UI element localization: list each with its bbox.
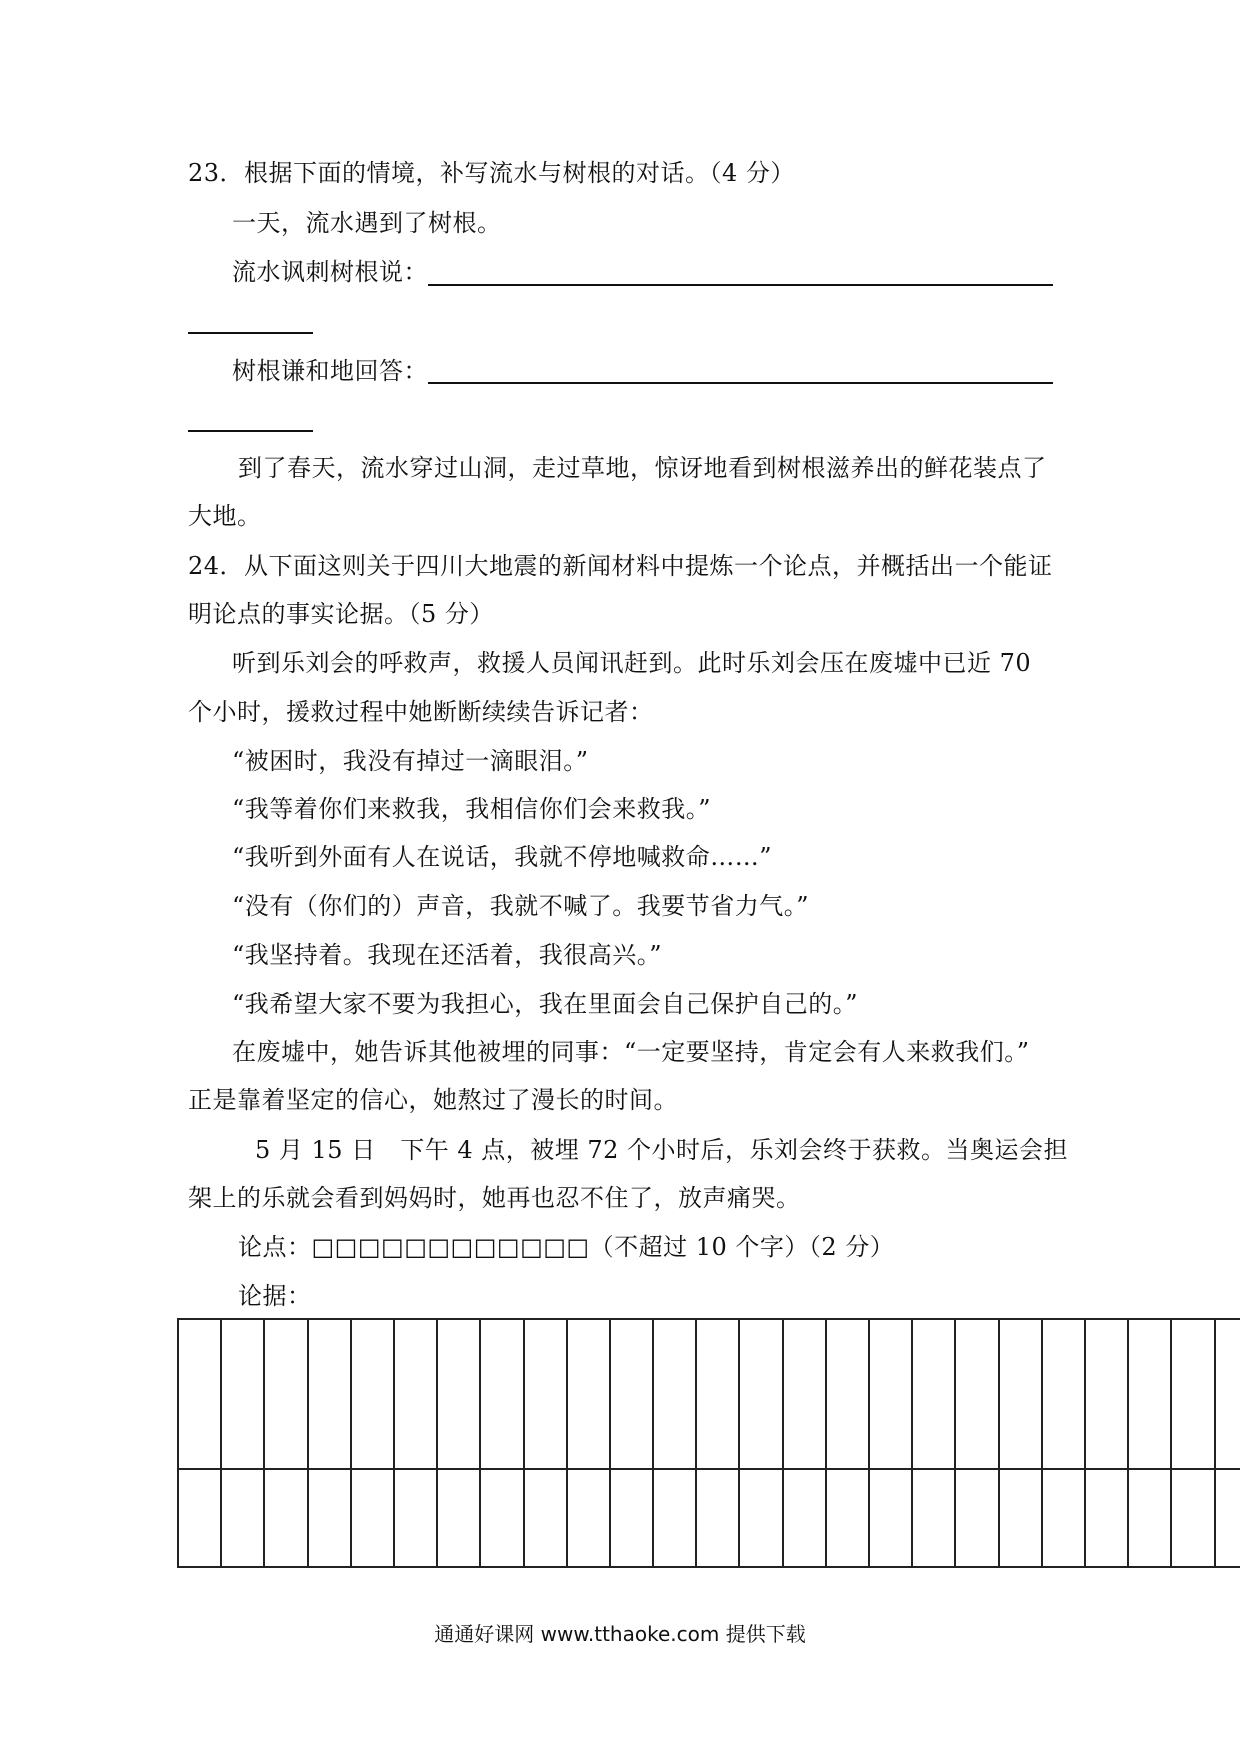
q23-water-prompt: 流水讽刺树根说： <box>232 258 428 286</box>
root-answer-line[interactable] <box>428 382 1053 384</box>
grid-cell[interactable] <box>956 1468 999 1566</box>
grid-cell[interactable] <box>525 1320 568 1468</box>
grid-cell[interactable] <box>1043 1468 1086 1566</box>
page-footer: 通通好课网 www.tthaoke.com 提供下载 <box>434 1622 806 1646</box>
grid-cell[interactable] <box>1000 1468 1043 1566</box>
quote: “我坚持着。我现在还活着，我很高兴。” <box>232 941 663 969</box>
root-answer-line-continued[interactable] <box>188 430 313 432</box>
water-answer-line[interactable] <box>428 284 1053 286</box>
q24-para1-line1: 听到乐刘会的呼救声，救援人员闻讯赶到。此时乐刘会压在废墟中已近 70 <box>232 649 1032 677</box>
water-answer-line-continued[interactable] <box>188 332 313 334</box>
q24-para3-line2: 架上的乐就会看到妈妈时，她再也忍不住了，放声痛哭。 <box>188 1184 801 1212</box>
grid-cell[interactable] <box>395 1468 438 1566</box>
grid-cell[interactable] <box>1216 1468 1240 1566</box>
grid-cell[interactable] <box>438 1468 481 1566</box>
grid-row <box>179 1468 1240 1566</box>
grid-cell[interactable] <box>1216 1320 1240 1468</box>
grid-cell[interactable] <box>956 1320 999 1468</box>
grid-cell[interactable] <box>352 1320 395 1468</box>
q24-title-line2: 明论点的事实论据。（5 分） <box>188 600 494 628</box>
q24-para2-line2: 正是靠着坚定的信心，她熬过了漫长的时间。 <box>188 1086 678 1114</box>
grid-cell[interactable] <box>568 1468 611 1566</box>
grid-cell[interactable] <box>1129 1320 1172 1468</box>
grid-row <box>179 1320 1240 1470</box>
grid-cell[interactable] <box>1043 1320 1086 1468</box>
grid-cell[interactable] <box>395 1320 438 1468</box>
quote: “被困时，我没有掉过一滴眼泪。” <box>232 747 589 775</box>
grid-cell[interactable] <box>697 1320 740 1468</box>
grid-cell[interactable] <box>1086 1468 1129 1566</box>
grid-cell[interactable] <box>481 1320 524 1468</box>
grid-cell[interactable] <box>611 1320 654 1468</box>
q23-ending-line2: 大地。 <box>188 502 262 530</box>
grid-cell[interactable] <box>654 1320 697 1468</box>
q23-intro: 一天，流水遇到了树根。 <box>232 209 502 237</box>
grid-cell[interactable] <box>309 1468 352 1566</box>
grid-cell[interactable] <box>740 1320 783 1468</box>
grid-cell[interactable] <box>827 1320 870 1468</box>
grid-cell[interactable] <box>697 1468 740 1566</box>
grid-cell[interactable] <box>654 1468 697 1566</box>
q24-para2-line1: 在废墟中，她告诉其他被埋的同事：“一定要坚持，肯定会有人来救我们。” <box>232 1038 1030 1066</box>
grid-cell[interactable] <box>179 1468 222 1566</box>
q24-title-line1: 24．从下面这则关于四川大地震的新闻材料中提炼一个论点，并概括出一个能证 <box>188 552 1053 580</box>
q23-title: 23．根据下面的情境，补写流水与树根的对话。（4 分） <box>188 159 795 187</box>
quote: “没有（你们的）声音，我就不喊了。我要节省力气。” <box>232 892 810 920</box>
thesis-line[interactable]: 论点：□□□□□□□□□□□□（不超过 10 个字）（2 分） <box>238 1233 895 1261</box>
grid-cell[interactable] <box>265 1320 308 1468</box>
grid-cell[interactable] <box>870 1320 913 1468</box>
grid-cell[interactable] <box>784 1468 827 1566</box>
q24-para1-line2: 个小时，援救过程中她断断续续告诉记者： <box>188 698 654 726</box>
quote: “我希望大家不要为我担心，我在里面会自己保护自己的。” <box>232 990 859 1018</box>
grid-cell[interactable] <box>784 1320 827 1468</box>
grid-cell[interactable] <box>309 1320 352 1468</box>
evidence-label: 论据： <box>238 1282 312 1310</box>
quote: “我听到外面有人在说话，我就不停地喊救命……” <box>232 843 773 871</box>
grid-cell[interactable] <box>1172 1320 1215 1468</box>
q23-ending-line1: 到了春天，流水穿过山洞，走过草地，惊讶地看到树根滋养出的鲜花装点了 <box>238 454 1047 482</box>
quote: “我等着你们来救我，我相信你们会来救我。” <box>232 795 712 823</box>
grid-cell[interactable] <box>913 1468 956 1566</box>
grid-cell[interactable] <box>352 1468 395 1566</box>
grid-cell[interactable] <box>740 1468 783 1566</box>
q24-para3-line1: 5 月 15 日 下午 4 点，被埋 72 个小时后，乐刘会终于获救。当奥运会担 <box>255 1136 1069 1164</box>
grid-cell[interactable] <box>179 1320 222 1468</box>
grid-cell[interactable] <box>870 1468 913 1566</box>
grid-cell[interactable] <box>1129 1468 1172 1566</box>
grid-cell[interactable] <box>222 1320 265 1468</box>
grid-cell[interactable] <box>568 1320 611 1468</box>
grid-cell[interactable] <box>827 1468 870 1566</box>
grid-cell[interactable] <box>611 1468 654 1566</box>
grid-cell[interactable] <box>481 1468 524 1566</box>
grid-cell[interactable] <box>222 1468 265 1566</box>
grid-cell[interactable] <box>1086 1320 1129 1468</box>
grid-cell[interactable] <box>525 1468 568 1566</box>
q23-root-prompt: 树根谦和地回答： <box>232 357 428 385</box>
grid-cell[interactable] <box>438 1320 481 1468</box>
evidence-answer-grid[interactable] <box>177 1318 1240 1568</box>
grid-cell[interactable] <box>913 1320 956 1468</box>
grid-cell[interactable] <box>1172 1468 1215 1566</box>
grid-cell[interactable] <box>1000 1320 1043 1468</box>
grid-cell[interactable] <box>265 1468 308 1566</box>
